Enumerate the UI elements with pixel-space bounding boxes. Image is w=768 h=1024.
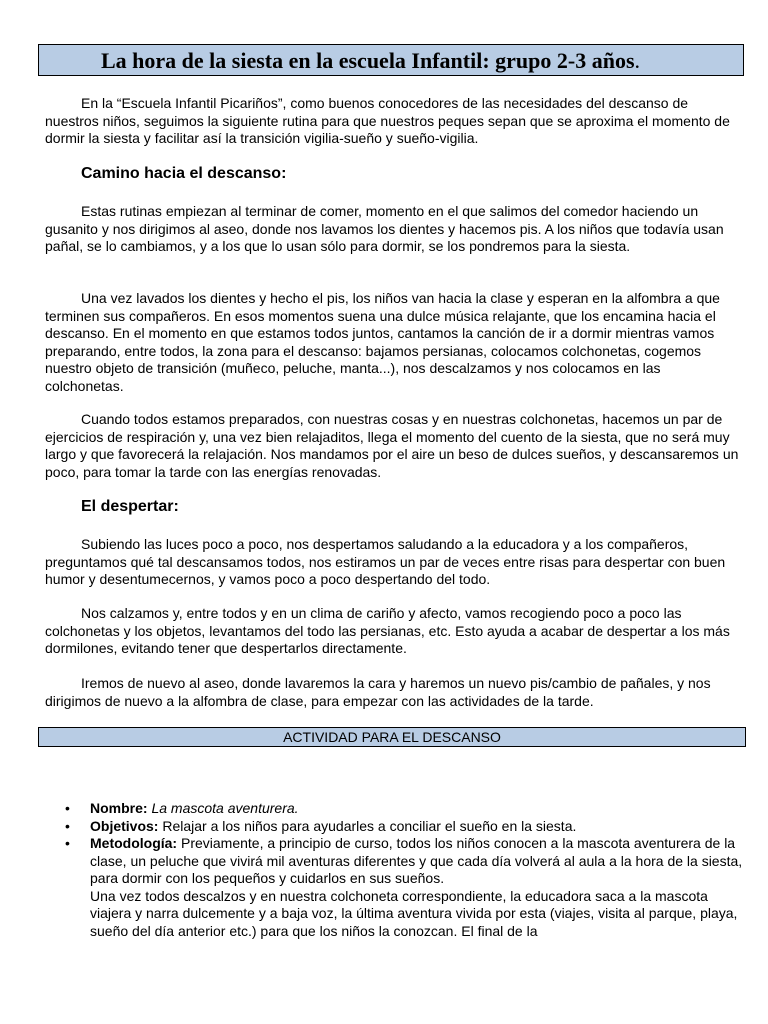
paragraph-rutinas: Estas rutinas empiezan al terminar de comer, momento en el que salimos del comedor haciendo un gusanito y nos dirigimos al aseo, donde nos lavamos los dientes y hacemos pis. A los niños que todavía usan pañal, se lo cambiamos, y a los que lo usan sólo para dormir, se los pondremos para la siesta. — [45, 203, 724, 254]
paragraph-lavados: Una vez lavados los dientes y hecho el pis, los niños van hacia la clase y esperan en la alfombra a que terminen sus compañeros. En esos momentos suena una dulce música relajante, que los encamina hacia el descanso. En el momento en que estamos todos juntos, cantamos la canción de ir a dormir mientras vamos preparando, entre todos, la zona para el descanso: bajamos persianas, colocamos colchonetas, cogemos nuestro objeto de transición (muñeco, peluche, manta...), nos descalzamos y nos colocamos en las colchonetas. — [45, 290, 720, 394]
activity-banner: ACTIVIDAD PARA EL DESCANSO — [38, 727, 746, 747]
item-text: Relajar a los niños para ayudarles a conciliar el sueño en la siesta. — [162, 817, 577, 834]
list-item — [45, 835, 745, 940]
bullet: • — [65, 817, 70, 834]
list-item — [45, 800, 745, 818]
section-heading-despertar: El despertar: — [81, 498, 179, 515]
title-banner — [38, 44, 744, 76]
bullet: • — [65, 835, 70, 851]
paragraph-preparados: Cuando todos estamos preparados, con nuestras cosas y en nuestras colchonetas, hacemos un par de ejercicios de respiración y, una vez bien relajaditos, llega el momento del cuento de la siesta, que no será muy largo y que favorecerá la relajación. Nos mandamos por el aire un beso de dulces sueños, y descansaremos un poco, para tomar la tarde con las energías renovadas. — [45, 411, 739, 480]
item-label: Objetivos: — [90, 817, 159, 834]
bullet: • — [65, 800, 70, 816]
item-continuation: Una vez todos descalzos y en nuestra colchoneta correspondiente, la educadora saca a la mascota viajera y narra dulcemente y a baja voz, la última aventura vivida por esta (viajes, visita al parque, playa, sueño del día anterior etc.) para que los niños la conozcan. El final de la — [90, 887, 738, 939]
list-item — [45, 818, 745, 836]
paragraph-luces: Subiendo las luces poco a poco, nos despertamos saludando a la educadora y a los compañeros, preguntamos qué tal descansamos todos, nos estiramos un par de veces entre risas para despertar con buen humor y desentumecernos, y vamos poco a poco despertando del todo. — [45, 536, 726, 587]
section-heading-descanso: Camino hacia el descanso: — [81, 165, 287, 182]
paragraph-calzamos: Nos calzamos y, entre todos y en un clima de cariño y afecto, vamos recogiendo poco a poco las colchonetas y los objetos, levantamos del todo las persianas, etc. Esto ayuda a acabar de despertar a los más dormilones, evitando tener que despertarlos directamente. — [45, 605, 730, 656]
activity-list — [45, 800, 745, 940]
intro-paragraph: En la “Escuela Infantil Picariños”, como buenos conocedores de las necesidades del descanso de nuestros niños, seguimos la siguiente rutina para que nuestros peques sepan que se aproxima el momento de dormir la siesta y facilitar así la transición vigilia-sueño y sueño-vigilia. — [45, 95, 730, 146]
page-title-text: La hora de la siesta en la escuela Infantil: grupo 2-3 años — [101, 48, 635, 73]
item-text: Previamente, a principio de curso, todos los niños conocen a la mascota aventurera de la clase, un peluche que vivirá mil aventuras diferentes y que cada día volverá al aula a la hora de la siesta, para dormir con los pequeños y cuidarlos en sus sueños. — [90, 835, 743, 886]
item-text: La mascota aventurera. — [151, 800, 299, 816]
page-title — [101, 48, 640, 74]
page-title-period: . — [634, 48, 641, 73]
item-label: Nombre: — [90, 800, 148, 816]
item-label: Metodología: — [90, 835, 178, 851]
paragraph-aseo: Iremos de nuevo al aseo, donde lavaremos la cara y haremos un nuevo pis/cambio de pañales, y nos dirigimos de nuevo a la alfombra de clase, para empezar con las actividades de la tarde. — [45, 675, 711, 709]
